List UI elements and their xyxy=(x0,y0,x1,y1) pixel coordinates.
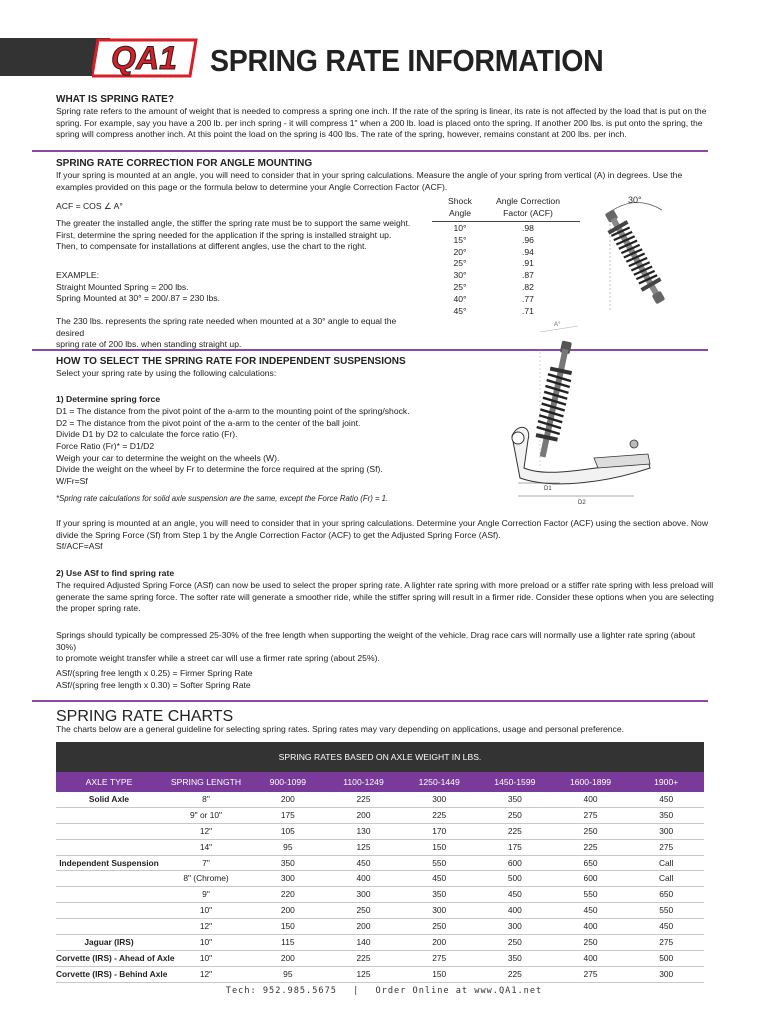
rate-cell: 200 xyxy=(432,937,447,948)
rate-cell: 250 xyxy=(507,809,522,820)
rate-cell: 200 xyxy=(356,921,371,932)
spring-length-cell: 12" xyxy=(199,968,213,979)
d1-label: D1 xyxy=(544,486,552,492)
rate-cell: 400 xyxy=(583,921,598,932)
table-row xyxy=(56,808,704,824)
acf-angle-cell: 20° xyxy=(453,246,467,257)
spring-length-cell: 9" or 10" xyxy=(189,809,223,820)
rate-cell: Call xyxy=(658,857,674,868)
acf-factor-cell: .96 xyxy=(522,234,534,245)
rate-cell: 650 xyxy=(583,857,598,868)
table-row xyxy=(56,935,704,951)
spring-length-cell: 9" xyxy=(202,889,210,900)
table-row xyxy=(56,919,704,935)
charts-title: SPRING RATE CHARTS xyxy=(56,708,234,725)
rate-cell: 650 xyxy=(659,889,674,900)
angle-intro-line: If your spring is mounted at an angle, you will need to consider that in your spring calculations. Measure the angle of your spring from vertical (A) in degrees. Use the xyxy=(56,170,683,180)
formula-line: ASf/(spring free length x 0.25) = Firmer Spring Rate xyxy=(56,668,253,678)
rate-cell: 225 xyxy=(356,794,371,804)
para3-line: Springs should typically be compressed 25-30% of the free length when supporting the weight of the vehicle. Drag race cars will normally use a lighter rate spring (about 30%) xyxy=(56,630,696,652)
rate-cell: 95 xyxy=(283,968,293,979)
angle-para-line: First, determine the spring needed for the application if the spring is installed straight up. xyxy=(56,229,392,240)
example-line: Straight Mounted Spring = 200 lbs. xyxy=(56,281,189,292)
spring-length-cell: 10" xyxy=(199,905,213,916)
acf-factor-cell: .87 xyxy=(522,270,534,281)
rate-cell: 300 xyxy=(356,889,371,900)
step1-line: Divide D1 by D2 to calculate the force ratio (Fr). xyxy=(56,429,238,440)
column-header: 1900+ xyxy=(654,777,679,787)
acf-col-angle-line: Angle xyxy=(449,208,471,218)
compression-paragraph xyxy=(56,630,716,665)
acf-col-factor-line: Angle Correction xyxy=(495,196,560,206)
axle-type-cell xyxy=(56,871,162,886)
rate-cell: 300 xyxy=(659,968,674,979)
acf-factor-cell: .71 xyxy=(522,305,534,316)
rate-cell: 550 xyxy=(583,889,598,900)
axle-type-cell xyxy=(56,808,162,823)
rate-cell: 275 xyxy=(432,952,447,963)
spring-length-cell: 12" xyxy=(199,921,213,932)
column-header: AXLE TYPE xyxy=(85,777,133,787)
rate-cell: 350 xyxy=(507,794,522,804)
step1-line: W/Fr=Sf xyxy=(56,476,88,487)
axle-type-cell xyxy=(56,887,162,902)
rate-cell: 400 xyxy=(583,794,598,804)
axle-type-cell: Solid Axle xyxy=(88,794,130,804)
rate-cell: 450 xyxy=(659,794,674,804)
table-row xyxy=(56,824,704,840)
footer-tech: Tech: 952.985.5675 xyxy=(225,986,337,996)
angle-intro-line: examples provided on this page or the formula below to determine your Angle Correction Factor (ACF). xyxy=(56,181,448,192)
table-row xyxy=(56,887,704,903)
example-line: Spring Mounted at 30° = 200/.87 = 230 lbs. xyxy=(56,293,220,304)
table-row xyxy=(56,840,704,856)
rate-cell: 225 xyxy=(507,825,522,836)
rate-cell: 350 xyxy=(280,857,295,868)
table-header xyxy=(56,772,704,792)
table-row xyxy=(56,951,704,967)
section-divider xyxy=(32,700,708,702)
rate-cell: 350 xyxy=(659,809,674,820)
footer-order: Order Online at www.QA1.net xyxy=(375,986,543,996)
angle-closing xyxy=(56,316,426,351)
rate-cell: 550 xyxy=(659,905,674,916)
angle-intro xyxy=(56,170,696,193)
step1-line: D1 = The distance from the pivot point of the a-arm to the mounting point of the spring/shock. xyxy=(56,406,410,416)
column-header: 1100-1249 xyxy=(343,777,384,787)
rate-cell: 225 xyxy=(507,968,522,979)
rate-cell: 300 xyxy=(507,921,522,932)
acf-col-angle-line: Shock xyxy=(448,196,472,206)
table-row xyxy=(56,871,704,887)
rate-cell: 500 xyxy=(507,873,522,884)
rate-cell: 150 xyxy=(432,841,447,852)
a-angle-label: A° xyxy=(554,322,561,328)
charts-intro: The charts below are a general guideline for selecting spring rates. Spring rates may vary depending on applications, usage and personal preference. xyxy=(56,724,625,734)
axle-type-cell xyxy=(56,903,162,918)
para2-line: If your spring is mounted at an angle, you will need to consider that in your spring calculations. Determine your Angle Correction Factor (ACF) using the section above. Now xyxy=(56,518,709,528)
page-title: SPRING RATE INFORMATION xyxy=(210,43,604,78)
formula-line: ASf/(spring free length x 0.30) = Softer Spring Rate xyxy=(56,679,251,690)
rate-cell: 275 xyxy=(659,841,674,852)
axle-type-cell xyxy=(56,919,162,934)
table-row xyxy=(56,792,704,808)
rate-cell: 275 xyxy=(583,809,598,820)
spring-rate-table xyxy=(56,742,704,983)
rate-cell: 250 xyxy=(507,937,522,948)
rate-cell: 550 xyxy=(432,857,447,868)
acf-angle-cell: 25° xyxy=(453,258,467,269)
rate-cell: 300 xyxy=(432,905,447,916)
acf-angle-cell: 45° xyxy=(453,305,467,316)
example-line: EXAMPLE: xyxy=(56,270,99,280)
axle-type-cell: Jaguar (IRS) xyxy=(84,937,134,948)
rate-cell: 275 xyxy=(583,968,598,979)
rate-cell: 600 xyxy=(583,873,598,884)
step1-line: Divide the weight on the wheel by Fr to determine the force required at the spring (Sf). xyxy=(56,464,383,475)
rate-cell: 95 xyxy=(283,841,293,852)
step1-line: Force Ratio (Fr)* = D1/D2 xyxy=(56,441,155,452)
column-header: 900-1099 xyxy=(269,777,306,787)
spring-length-cell: 7" xyxy=(202,857,210,868)
rate-cell: 450 xyxy=(356,857,371,868)
rate-cell: 175 xyxy=(507,841,522,852)
rate-cell: 450 xyxy=(583,905,598,916)
column-header: 1250-1449 xyxy=(418,777,460,787)
step1-title: 1) Determine spring force xyxy=(56,394,161,404)
angle-label: 30° xyxy=(628,195,642,205)
axle-type-cell: Corvette (IRS) - Ahead of Axle xyxy=(56,952,175,963)
rate-cell: 175 xyxy=(280,809,295,820)
what-line: Spring rate refers to the amount of weight that is needed to compress a spring one inch. If the rate of the spring is linear, its rate is not affected by the load that is put on the xyxy=(56,106,707,116)
column-header: 1450-1599 xyxy=(494,777,536,787)
rate-cell: 140 xyxy=(356,937,371,948)
rate-cell: 250 xyxy=(583,825,598,836)
independent-intro: Select your spring rate by using the following calculations: xyxy=(56,368,277,378)
step2-line: generate the same spring force. The softer rate will generate a smoother ride, while the stiffer spring will result in a firmer ride. Consider these options when you are selecting xyxy=(56,591,714,602)
step2-line: The required Adjusted Spring Force (ASf) can now be used to select the proper spring rate. A lighter rate spring with more preload or a stiffer rate spring with less preload will xyxy=(56,580,714,590)
solid-axle-note: *Spring rate calculations for solid axle suspension are the same, except the Force Ratio (Fr) = 1. xyxy=(56,494,389,503)
acf-factor-cell: .91 xyxy=(522,258,534,269)
table-row xyxy=(56,856,704,872)
table-body xyxy=(56,792,704,983)
angle-note-paragraph xyxy=(56,518,716,553)
independent-heading: HOW TO SELECT THE SPRING RATE FOR INDEPENDENT SUSPENSIONS xyxy=(56,356,406,367)
rate-cell: 125 xyxy=(356,968,371,979)
closing-line: spring rate of 200 lbs. when standing straight up. xyxy=(56,339,242,350)
footer xyxy=(0,986,768,998)
angle-para-line: Then, to compensate for installations at different angles, use the chart to the right. xyxy=(56,241,367,252)
acf-factor-cell: .82 xyxy=(522,282,534,292)
para3-line: to promote weight transfer while a street car will use a firmer rate spring (about 25%). xyxy=(56,653,380,664)
angle-paragraph xyxy=(56,218,426,253)
what-line: spring will compress another inch. At this point the load on the spring is 400 lbs. The rate of the spring, however, remains constant at 200 lbs. per inch. xyxy=(56,129,627,140)
spring-length-cell: 14" xyxy=(199,841,213,852)
acf-formula: ACF = COS ∠ A° xyxy=(56,201,123,211)
acf-col-factor-line: Factor (ACF) xyxy=(503,208,553,218)
logo-text: QA1 xyxy=(111,40,177,76)
rate-cell: 350 xyxy=(432,889,447,900)
what-paragraph xyxy=(56,106,716,141)
rate-cell: 220 xyxy=(280,889,295,900)
angled-shock-diagram xyxy=(588,192,688,322)
rate-cell: 200 xyxy=(280,794,295,804)
rate-cell: 400 xyxy=(356,873,371,884)
axle-type-cell xyxy=(56,840,162,855)
rate-cell: Call xyxy=(658,873,674,884)
rate-cell: 150 xyxy=(280,921,295,932)
what-line: spring. For example, say you have a 200 lb. per inch spring - it will compress 1" when a 200 lb. load is placed onto the spring. If another 200 lbs. is put onto the spring, the xyxy=(56,117,703,128)
spring-length-cell: 10" xyxy=(199,937,213,948)
rate-cell: 200 xyxy=(280,952,295,963)
rate-cell: 250 xyxy=(356,905,371,916)
what-heading: WHAT IS SPRING RATE? xyxy=(56,94,174,105)
column-header: SPRING LENGTH xyxy=(170,777,242,787)
acf-angle-cell: 40° xyxy=(453,293,467,304)
rate-cell: 225 xyxy=(583,841,598,852)
acf-angle-cell: 10° xyxy=(453,223,467,233)
para2-line: Sf/ACF=ASf xyxy=(56,541,103,552)
rate-cell: 250 xyxy=(432,921,447,932)
rate-cell: 225 xyxy=(432,809,447,820)
section-divider xyxy=(32,150,708,152)
para2-line: divide the Spring Force (Sf) from Step 1 by the Angle Correction Factor (ACF) to get the Adjusted Spring Force (ASf). xyxy=(56,529,501,540)
qa1-logo xyxy=(92,36,204,80)
rate-cell: 400 xyxy=(583,952,598,963)
rate-cell: 500 xyxy=(659,952,674,963)
angle-heading: SPRING RATE CORRECTION FOR ANGLE MOUNTING xyxy=(56,158,313,169)
rate-cell: 450 xyxy=(659,921,674,932)
angle-example xyxy=(56,270,426,305)
rate-cell: 200 xyxy=(356,809,371,820)
rate-cell: 170 xyxy=(432,825,447,836)
acf-angle-cell: 15° xyxy=(453,234,467,245)
acf-angle-cell: 25° xyxy=(453,282,467,292)
spring-length-cell: 10" xyxy=(199,952,213,963)
table-title: SPRING RATES BASED ON AXLE WEIGHT IN LBS. xyxy=(56,742,704,772)
acf-factor-cell: .94 xyxy=(522,246,534,257)
rate-cell: 300 xyxy=(432,794,447,804)
rate-cell: 400 xyxy=(507,905,522,916)
acf-factor-cell: .98 xyxy=(522,223,534,233)
acf-header-rule xyxy=(432,221,580,222)
rate-formulas xyxy=(56,668,686,691)
axle-type-cell xyxy=(56,824,162,839)
rate-cell: 300 xyxy=(659,825,674,836)
rate-cell: 200 xyxy=(280,905,295,916)
rate-cell: 450 xyxy=(507,889,522,900)
suspension-diagram xyxy=(498,318,658,508)
rate-cell: 115 xyxy=(281,937,295,948)
step2-line: the proper spring rate. xyxy=(56,603,141,614)
spring-length-cell: 8" xyxy=(202,794,210,804)
d2-label: D2 xyxy=(578,500,586,506)
rate-cell: 225 xyxy=(356,952,371,963)
rate-cell: 275 xyxy=(659,937,674,948)
footer-separator: | xyxy=(353,986,360,996)
axle-type-cell: Corvette (IRS) - Behind Axle xyxy=(56,968,168,979)
step2-body xyxy=(56,580,716,615)
spring-length-cell: 12" xyxy=(199,825,213,836)
rate-cell: 600 xyxy=(507,857,522,868)
angle-para-line: The greater the installed angle, the stiffer the spring rate must be to support the same weight. xyxy=(56,218,411,228)
step2-title: 2) Use ASf to find spring rate xyxy=(56,568,175,578)
rate-cell: 150 xyxy=(432,968,447,979)
column-header: 1600-1899 xyxy=(569,777,612,787)
step1-body xyxy=(56,406,476,488)
step1-line: Weigh your car to determine the weight on the wheels (W). xyxy=(56,452,280,463)
rate-cell: 450 xyxy=(432,873,447,884)
acf-angle-cell: 30° xyxy=(453,270,467,281)
spring-length-cell: 8" (Chrome) xyxy=(183,873,229,884)
rate-cell: 130 xyxy=(356,825,371,836)
rate-cell: 350 xyxy=(507,952,522,963)
step1-line: D2 = The distance from the pivot point of the a-arm to the center of the ball joint. xyxy=(56,417,361,428)
rate-cell: 105 xyxy=(280,825,295,836)
acf-factor-cell: .77 xyxy=(522,293,534,304)
rate-cell: 250 xyxy=(583,937,598,948)
table-row xyxy=(56,903,704,919)
table-row xyxy=(56,967,704,983)
rate-cell: 125 xyxy=(356,841,371,852)
closing-line: The 230 lbs. represents the spring rate needed when mounted at a 30° angle to equal the desired xyxy=(56,316,397,338)
acf-col-factor xyxy=(488,195,568,219)
axle-type-cell: Independent Suspension xyxy=(59,857,159,868)
acf-col-angle xyxy=(440,195,480,219)
rate-cell: 300 xyxy=(280,873,295,884)
